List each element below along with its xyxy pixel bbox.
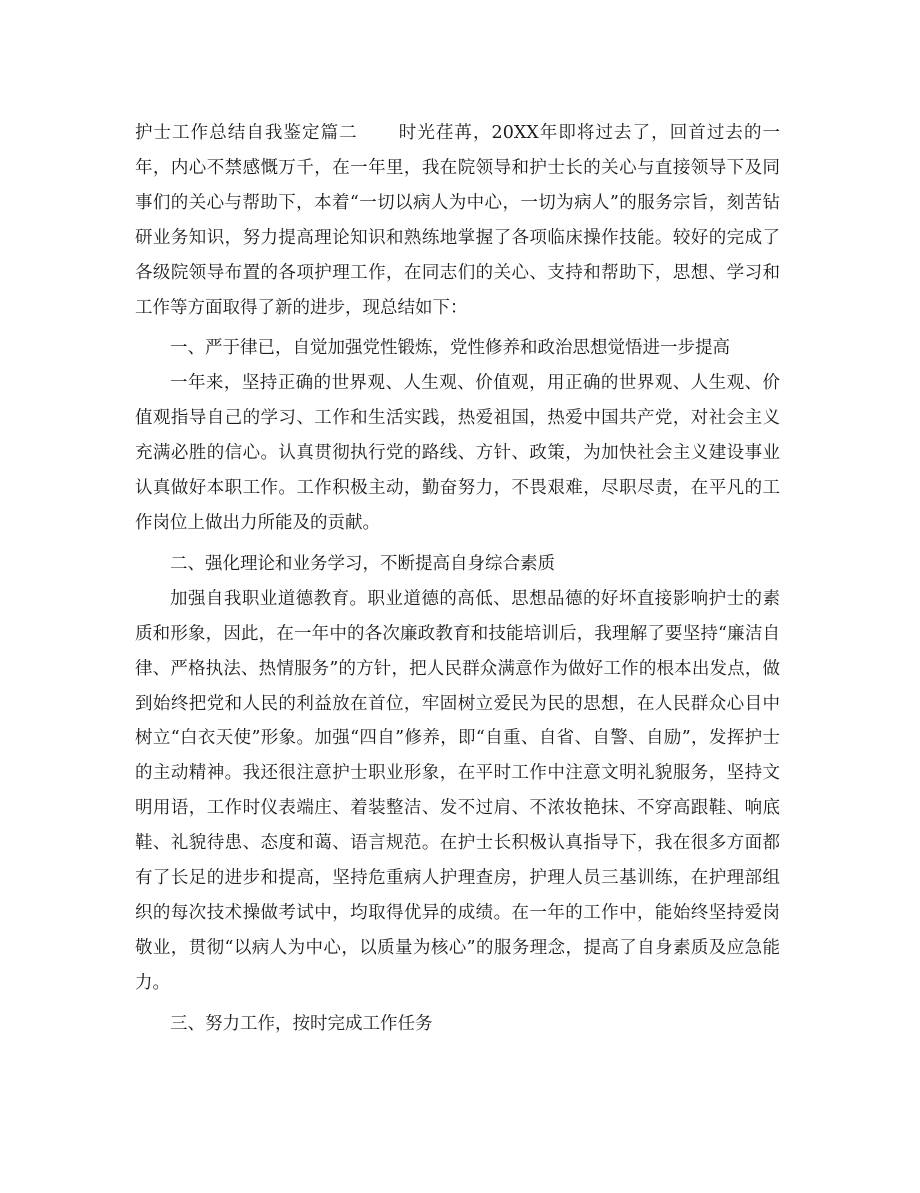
document-body	[135, 116, 780, 1042]
section1-heading: 一、严于律已，自觉加强党性锻炼，党性修养和政治思想觉悟进一步提高	[170, 338, 730, 359]
section1-body: 一年来，坚持正确的世界观、人生观、价值观，用正确的世界观、人生观、价值观指导自己的学习、工作和生活实践，热爱祖国，热爱中国共产党，对社会主义充满必胜的信心。认真贯彻执行党的路线、方针、政策，为加快社会主义建设事业认真做好本职工作。工作积极主动，勤奋努力，不畏艰难，尽职尽责，在平凡的工作岗位上做出力所能及的贡献。	[135, 373, 780, 533]
intro-text: 时光荏苒，20XX年即将过去了，回首过去的一年，内心不禁感慨万千，在一年里，我在院领导和护士长的关心与直接领导下及同事们的关心与帮助下，本着“一切以病人为中心，一切为病人”的服务宗旨，刻苦钻研业务知识，努力提高理论知识和熟练地掌握了各项临床操作技能。较好的完成了各级院领导布置的各项护理工作，在同志们的关心、支持和帮助下，思想、学习和工作等方面取得了新的进步，现总结如下：	[135, 123, 780, 318]
section3-heading: 三、努力工作，按时完成工作任务	[170, 1013, 433, 1034]
section2-body: 加强自我职业道德教育。职业道德的高低、思想品德的好坏直接影响护士的素质和形象，因此，在一年中的各次廉政教育和技能培训后，我理解了要坚持“廉洁自律、严格执法、热情服务”的方针，把人民群众满意作为做好工作的根本出发点，做到始终把党和人民的利益放在首位，牢固树立爱民为民的思想，在人民群众心目中树立“白衣天使”形象。加强“四自”修养，即“自重、自省、自警、自励”，发挥护士的主动精神。我还很注意护士职业形象，在平时工作中注意文明礼貌服务，坚持文明用语，工作时仪表端庄、着装整洁、发不过肩、不浓妆艳抹、不穿高跟鞋、响底鞋、礼貌待患、态度和蔼、语言规范。在护士长积极认真指导下，我在很多方面都有了长足的进步和提高，坚持危重病人护理查房，护理人员三基训练，在护理部组织的每次技术操做考试中，均取得优异的成绩。在一年的工作中，能始终坚持爱岗敬业，贯彻“以病人为中心，以质量为核心”的服务理念，提高了自身素质及应急能力。	[135, 588, 780, 993]
document-title: 护士工作总结自我鉴定篇二	[135, 123, 358, 143]
section2-heading: 二、强化理论和业务学习，不断提高自身综合素质	[170, 553, 555, 574]
intro-paragraph	[135, 116, 780, 325]
